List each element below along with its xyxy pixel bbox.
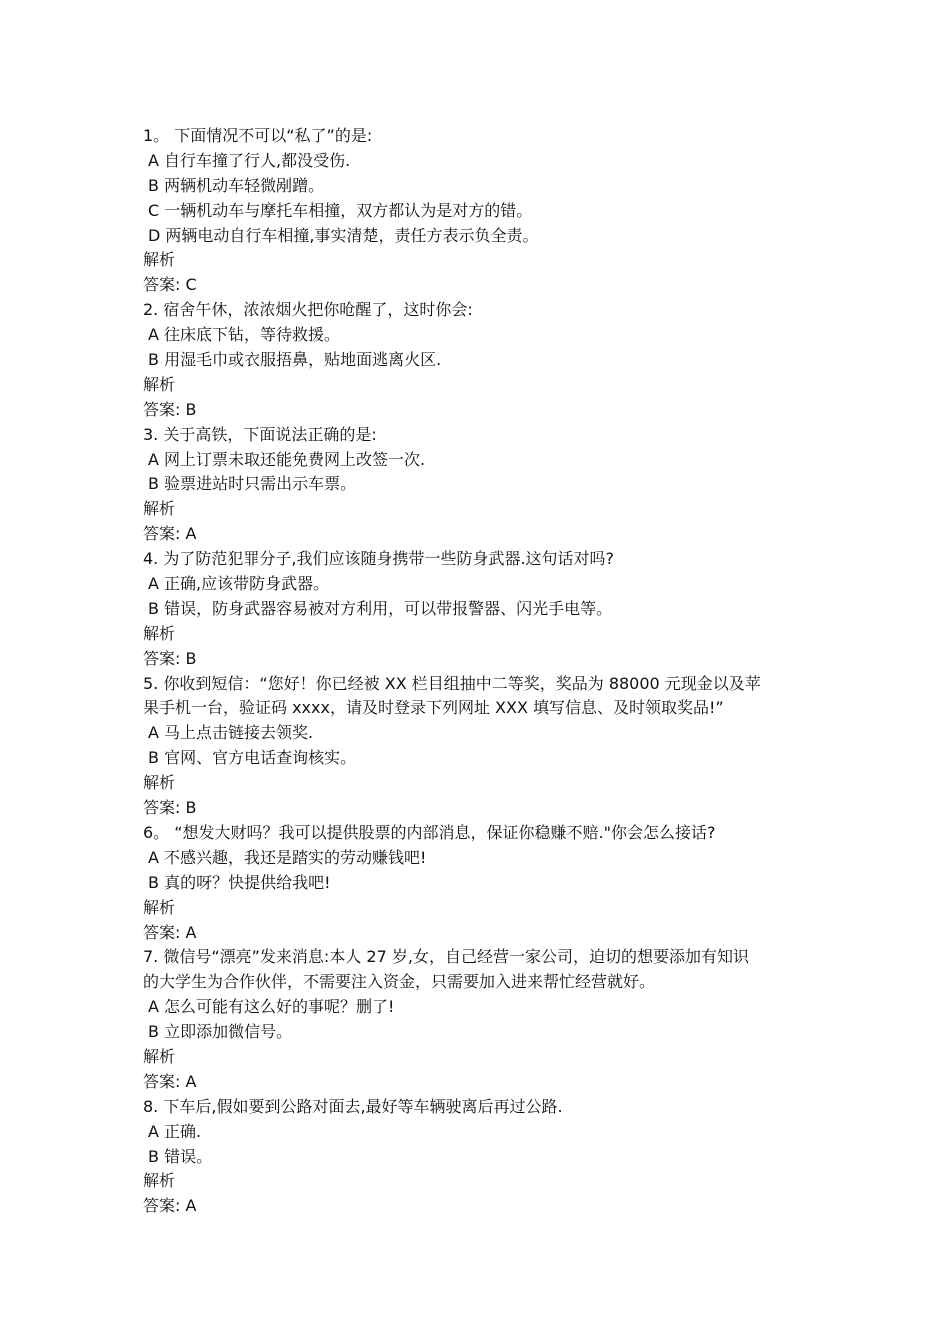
analysis-label: 解析 [143,374,176,394]
question-text: 2. 宿舍午休，浓浓烟火把你呛醒了，这时你会: [143,300,473,320]
answer-option: B 立即添加微信号。 [148,1022,293,1042]
answer-option: B 用湿毛巾或衣服捂鼻，贴地面逃离火区. [148,350,442,370]
answer-option: C 一辆机动车与摩托车相撞，双方都认为是对方的错。 [148,200,533,220]
question-text: 1。 下面情况不可以“私了”的是: [143,126,373,145]
question-text: 8. 下车后,假如要到公路对面去,最好等车辆驶离后再过公路. [143,1096,563,1116]
answer-option: A 马上点击链接去领奖. [148,723,314,743]
question-text: 3. 关于高铁，下面说法正确的是: [143,424,377,444]
answer-option: B 两辆机动车轻微剐蹭。 [148,175,325,195]
answer-line: 答案: B [143,399,197,419]
analysis-label: 解析 [143,623,176,643]
analysis-label: 解析 [143,773,176,793]
answer-line: 答案: A [143,1196,197,1216]
answer-option: A 网上订票未取还能免费网上改签一次. [148,449,426,469]
question-text: 7. 微信号“漂亮”发来消息:本人 27 岁,女，自己经营一家公司，迫切的想要添加有知识 [143,947,749,967]
analysis-label: 解析 [143,1171,176,1191]
question-text: 5. 你收到短信：“您好！你已经被 XX 栏目组抽中二等奖，奖品为 88000 元现金以及苹 [143,673,761,693]
answer-line: 答案: A [143,1071,197,1091]
answer-option: A 往床底下钻，等待救援。 [148,325,341,345]
answer-line: 答案: A [143,524,197,544]
document-body [143,124,823,1219]
answer-option: B 验票进站时只需出示车票。 [148,474,357,494]
answer-option: B 错误。 [148,1146,213,1166]
answer-line: 答案: B [143,648,197,668]
answer-option: B 真的呀？快提供给我吧! [148,872,331,892]
question-text: 果手机一台，验证码 xxxx，请及时登录下列网址 XXX 填写信息、及时领取奖品!” [143,698,724,718]
answer-option: A 不感兴趣，我还是踏实的劳动赚钱吧! [148,847,427,867]
answer-option: B 错误，防身武器容易被对方利用，可以带报警器、闪光手电等。 [148,598,613,618]
question-text: 4. 为了防范犯罪分子,我们应该随身携带一些防身武器.这句话对吗? [143,549,615,569]
answer-line: 答案: A [143,922,197,942]
answer-option: A 正确. [148,1121,202,1141]
answer-option: B 官网、官方电话查询核实。 [148,748,357,768]
answer-option: A 自行车撞了行人,都没受伤. [148,150,351,170]
answer-option: D 两辆电动自行车相撞,事实清楚，责任方表示负全责。 [148,225,539,245]
answer-option: A 正确,应该带防身武器。 [148,574,330,594]
question-text: 的大学生为合作伙伴，不需要注入资金，只需要加入进来帮忙经营就好。 [143,972,656,992]
answer-line: 答案: C [143,275,197,295]
analysis-label: 解析 [143,1046,176,1066]
question-text: 6。 “想发大财吗？我可以提供股票的内部消息，保证你稳赚不赔."你会怎么接话? [143,822,716,842]
answer-line: 答案: B [143,798,197,818]
analysis-label: 解析 [143,250,176,270]
answer-option: A 怎么可能有这么好的事呢？删了! [148,997,395,1017]
analysis-label: 解析 [143,897,176,917]
analysis-label: 解析 [143,499,176,519]
